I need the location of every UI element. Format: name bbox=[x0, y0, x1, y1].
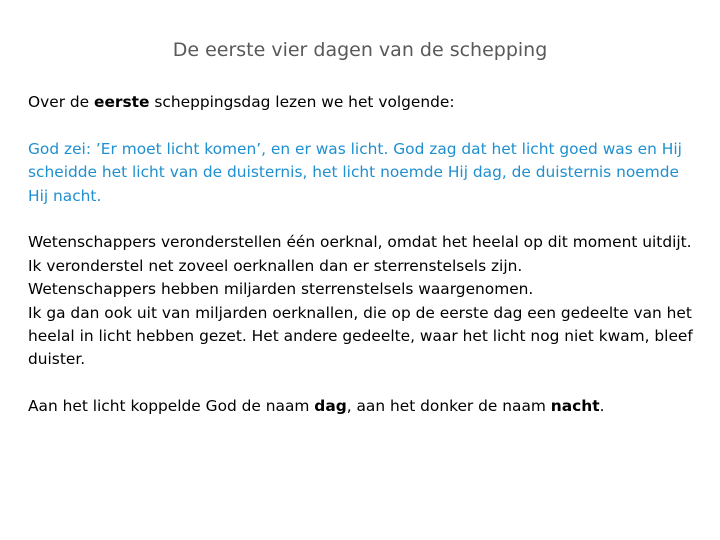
scripture-quote: God zei: ’Er moet licht komen’, en er was licht. God zag dat het licht goed was en Hij scheidde het licht van de duisternis, het licht noemde Hij dag, de duisternis noemde Hij nacht. bbox=[28, 139, 682, 205]
closing-line bbox=[28, 395, 696, 418]
slide-title: De eerste vier dagen van de schepping bbox=[172, 39, 548, 61]
spacer bbox=[28, 208, 696, 231]
spacer bbox=[28, 372, 696, 395]
closing-bold-night: nacht bbox=[550, 397, 600, 416]
paragraph-big-bang: Wetenschappers veronderstellen één oerknal, omdat het heelal op dit moment uitdijt. bbox=[28, 233, 692, 252]
intro-text-before: Over de bbox=[28, 93, 95, 111]
spacer bbox=[28, 114, 696, 137]
intro-line bbox=[28, 91, 696, 114]
intro-text-after: scheppingsdag lezen we het volgende: bbox=[149, 93, 455, 111]
paragraph-assumption: Ik veronderstel net zoveel oerknallen dan er sterrenstelsels zijn. bbox=[28, 256, 523, 275]
closing-bold-day: dag bbox=[314, 397, 347, 416]
closing-text-before: Aan het licht koppelde God de naam bbox=[28, 397, 315, 416]
closing-text-after: . bbox=[599, 397, 605, 416]
closing-text-middle: , aan het donker de naam bbox=[346, 397, 551, 416]
paragraph-billions-big-bangs: Ik ga dan ook uit van miljarden oerknallen, die op de eerste dag een gedeelte van het heelal in licht hebben gezet. Het andere gedeelte, waar het licht nog niet kwam, bleef duister. bbox=[28, 303, 693, 369]
paragraph-observed-galaxies: Wetenschappers hebben miljarden sterrenstelsels waargenomen. bbox=[28, 280, 534, 299]
slide-body bbox=[28, 91, 696, 419]
intro-bold-word: eerste bbox=[94, 93, 150, 111]
